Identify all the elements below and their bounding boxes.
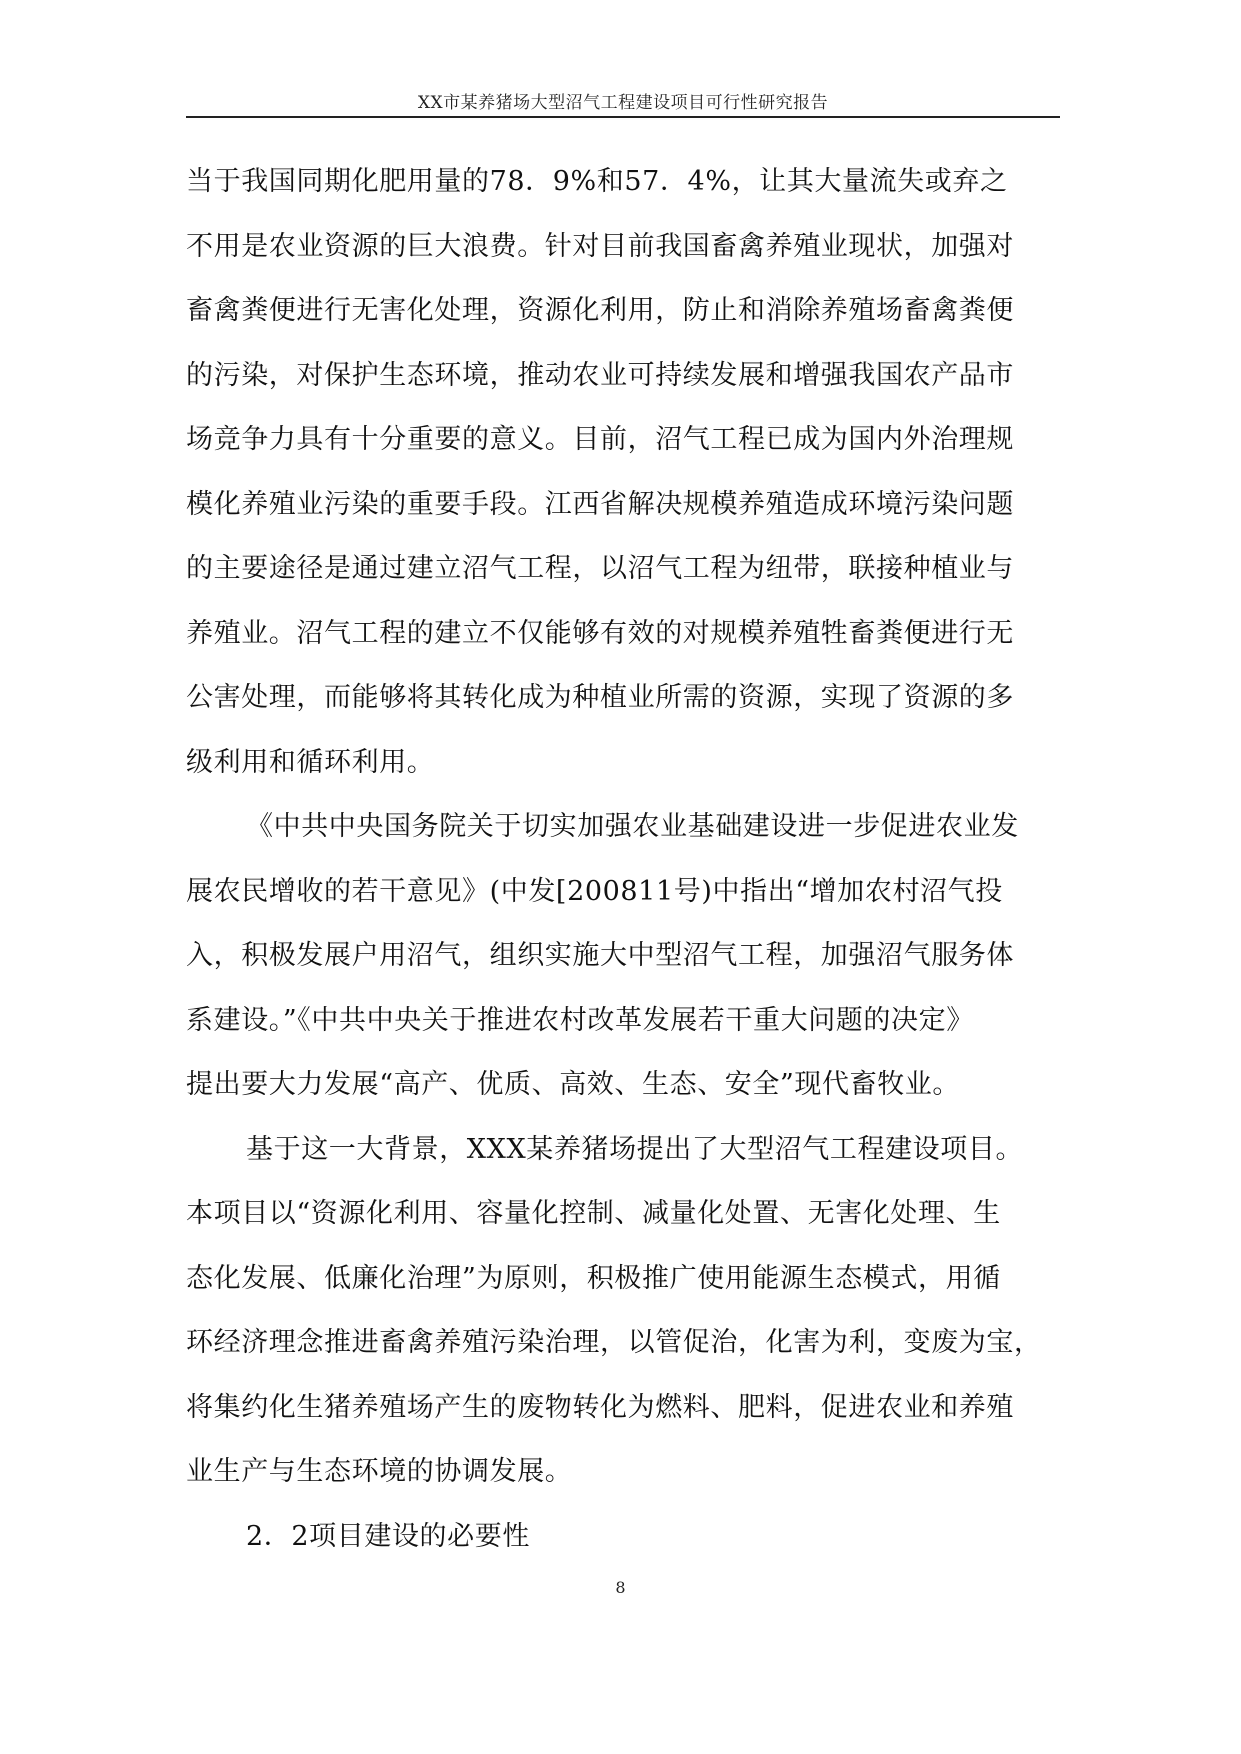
text-line: 展农民增收的若干意见》(中发[200811号)中指出“增加农村沼气投 — [186, 875, 1003, 907]
text-line: 场竞争力具有十分重要的意义。目前，沼气工程已成为国内外治理规 — [186, 424, 1014, 455]
text-line: 的主要途径是通过建立沼气工程，以沼气工程为纽带，联接种植业与 — [186, 553, 1014, 584]
text-line: 公害处理，而能够将其转化成为种植业所需的资源，实现了资源的多 — [186, 682, 1014, 713]
text-line: 提出要大力发展“高产、优质、高效、生态、安全”现代畜牧业。 — [186, 1069, 961, 1100]
text-line: 畜禽粪便进行无害化处理，资源化利用，防止和消除养殖场畜禽粪便 — [186, 295, 1014, 326]
section-heading: 2．2项目建设的必要性 — [246, 1520, 530, 1552]
text-line: 环经济理念推进畜禽养殖污染治理，以管促治，化害为利，变废为宝， — [186, 1327, 1042, 1358]
text-line: 业生产与生态环境的协调发展。 — [186, 1456, 573, 1487]
text-line: 本项目以“资源化利用、容量化控制、减量化处置、无害化处理、生 — [186, 1198, 1001, 1229]
page-number: 8 — [615, 1578, 626, 1597]
text-line: 模化养殖业污染的重要手段。江西省解决规模养殖造成环境污染问题 — [186, 488, 1014, 520]
body-text — [186, 160, 1060, 1579]
text-line: 当于我国同期化肥用量的78．9%和57．4%，让其大量流失或弃之 — [186, 166, 1008, 197]
text-line: 系建设。”《中共中央关于推进农村改革发展若干重大问题的决定》 — [186, 1004, 974, 1036]
paragraph-start-line: 《中共中央国务院关于切实加强农业基础建设进一步促进农业发 — [246, 811, 1019, 842]
paragraph-start-line: 基于这一大背景，XXX某养猪场提出了大型沼气工程建设项目。 — [246, 1133, 1024, 1165]
text-line: 入，积极发展户用沼气，组织实施大中型沼气工程，加强沼气服务体 — [186, 940, 1014, 971]
text-line: 养殖业。沼气工程的建立不仅能够有效的对规模养殖牲畜粪便进行无 — [186, 617, 1014, 649]
header-rule — [186, 116, 1060, 118]
text-line: 不用是农业资源的巨大浪费。针对目前我国畜禽养殖业现状，加强对 — [186, 230, 1014, 262]
page-header: XX市某养猪场大型沼气工程建设项目可行性研究报告 — [417, 93, 829, 113]
text-line: 的污染，对保护生态环境，推动农业可持续发展和增强我国农产品市 — [186, 359, 1014, 391]
text-line: 级利用和循环利用。 — [186, 746, 435, 778]
text-line: 态化发展、低廉化治理”为原则，积极推广使用能源生态模式，用循 — [186, 1262, 1001, 1294]
text-line: 将集约化生猪养殖场产生的废物转化为燃料、肥料，促进农业和养殖 — [186, 1391, 1014, 1423]
